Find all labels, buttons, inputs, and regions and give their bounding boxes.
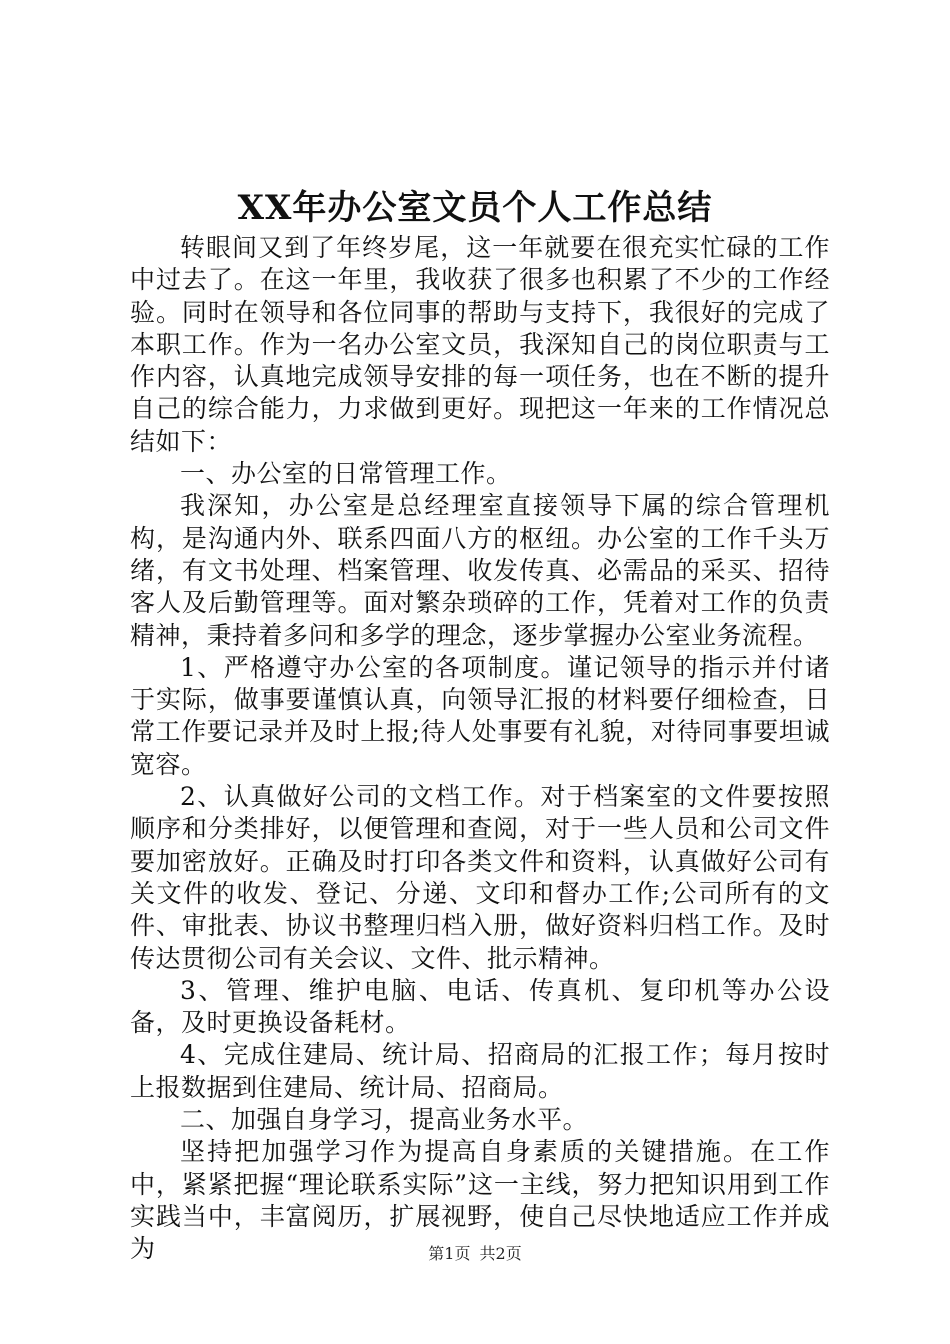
paragraph-item-4: 4、完成住建局、统计局、招商局的汇报工作；每月按时上报数据到住建局、统计局、招商局。: [130, 1040, 830, 1102]
paragraph-study: 坚持把加强学习作为提高自身素质的关键措施。在工作中，紧紧把握“理论联系实际”这一主线，努力把知识用到工作实践当中，丰富阅历，扩展视野，使自己尽快地适应工作并成为: [130, 1137, 830, 1264]
paragraph-office-role: 我深知，办公室是总经理室直接领导下属的综合管理机构，是沟通内外、联系四面八方的枢纽。办公室的工作千头万绪，有文书处理、档案管理、收发传真、必需品的采买、招待客人及后勤管理等。面对繁杂琐碎的工作，凭着对工作的负责精神，秉持着多问和多学的理念，逐步掌握办公室业务流程。: [130, 491, 830, 650]
section-heading-1: 一、办公室的日常管理工作。: [180, 459, 512, 489]
paragraph-item-3: 3、管理、维护电脑、电话、传真机、复印机等办公设备，及时更换设备耗材。: [130, 975, 830, 1038]
paragraph-item-2: 2、认真做好公司的文档工作。对于档案室的文件要按照顺序和分类排好，以便管理和查阅，对于一些人员和公司文件要加密放好。正确及时打印各类文件和资料，认真做好公司有关文件的收发、登记、分递、文印和督办工作;公司所有的文件、审批表、协议书整理归档入册，做好资料归档工作。及时传达贯彻公司有关会议、文件、批示精神。: [130, 782, 830, 973]
document-body: [130, 232, 830, 1266]
paragraph-intro: 转眼间又到了年终岁尾，这一年就要在很充实忙碌的工作中过去了。在这一年里，我收获了很多也积累了不少的工作经验。同时在领导和各位同事的帮助与支持下，我很好的完成了本职工作。作为一名办公室文员，我深知自己的岗位职责与工作内容，认真地完成领导安排的每一项任务，也在不断的提升自己的综合能力，力求做到更好。现把这一年来的工作情况总结如下：: [130, 233, 830, 456]
section-heading-2: 二、加强自身学习，提高业务水平。: [180, 1105, 589, 1135]
page-footer: [0, 1244, 950, 1264]
document-title: XX年办公室文员个人工作总结: [237, 188, 713, 228]
paragraph-item-1: 1、严格遵守办公室的各项制度。谨记领导的指示并付诸于实际，做事要谨慎认真，向领导汇报的材料要仔细检查，日常工作要记录并及时上报;待人处事要有礼貌，对待同事要坦诚宽容。: [130, 652, 830, 779]
page-number: 第1页: [428, 1244, 471, 1263]
page-total: 共2页: [479, 1244, 522, 1263]
